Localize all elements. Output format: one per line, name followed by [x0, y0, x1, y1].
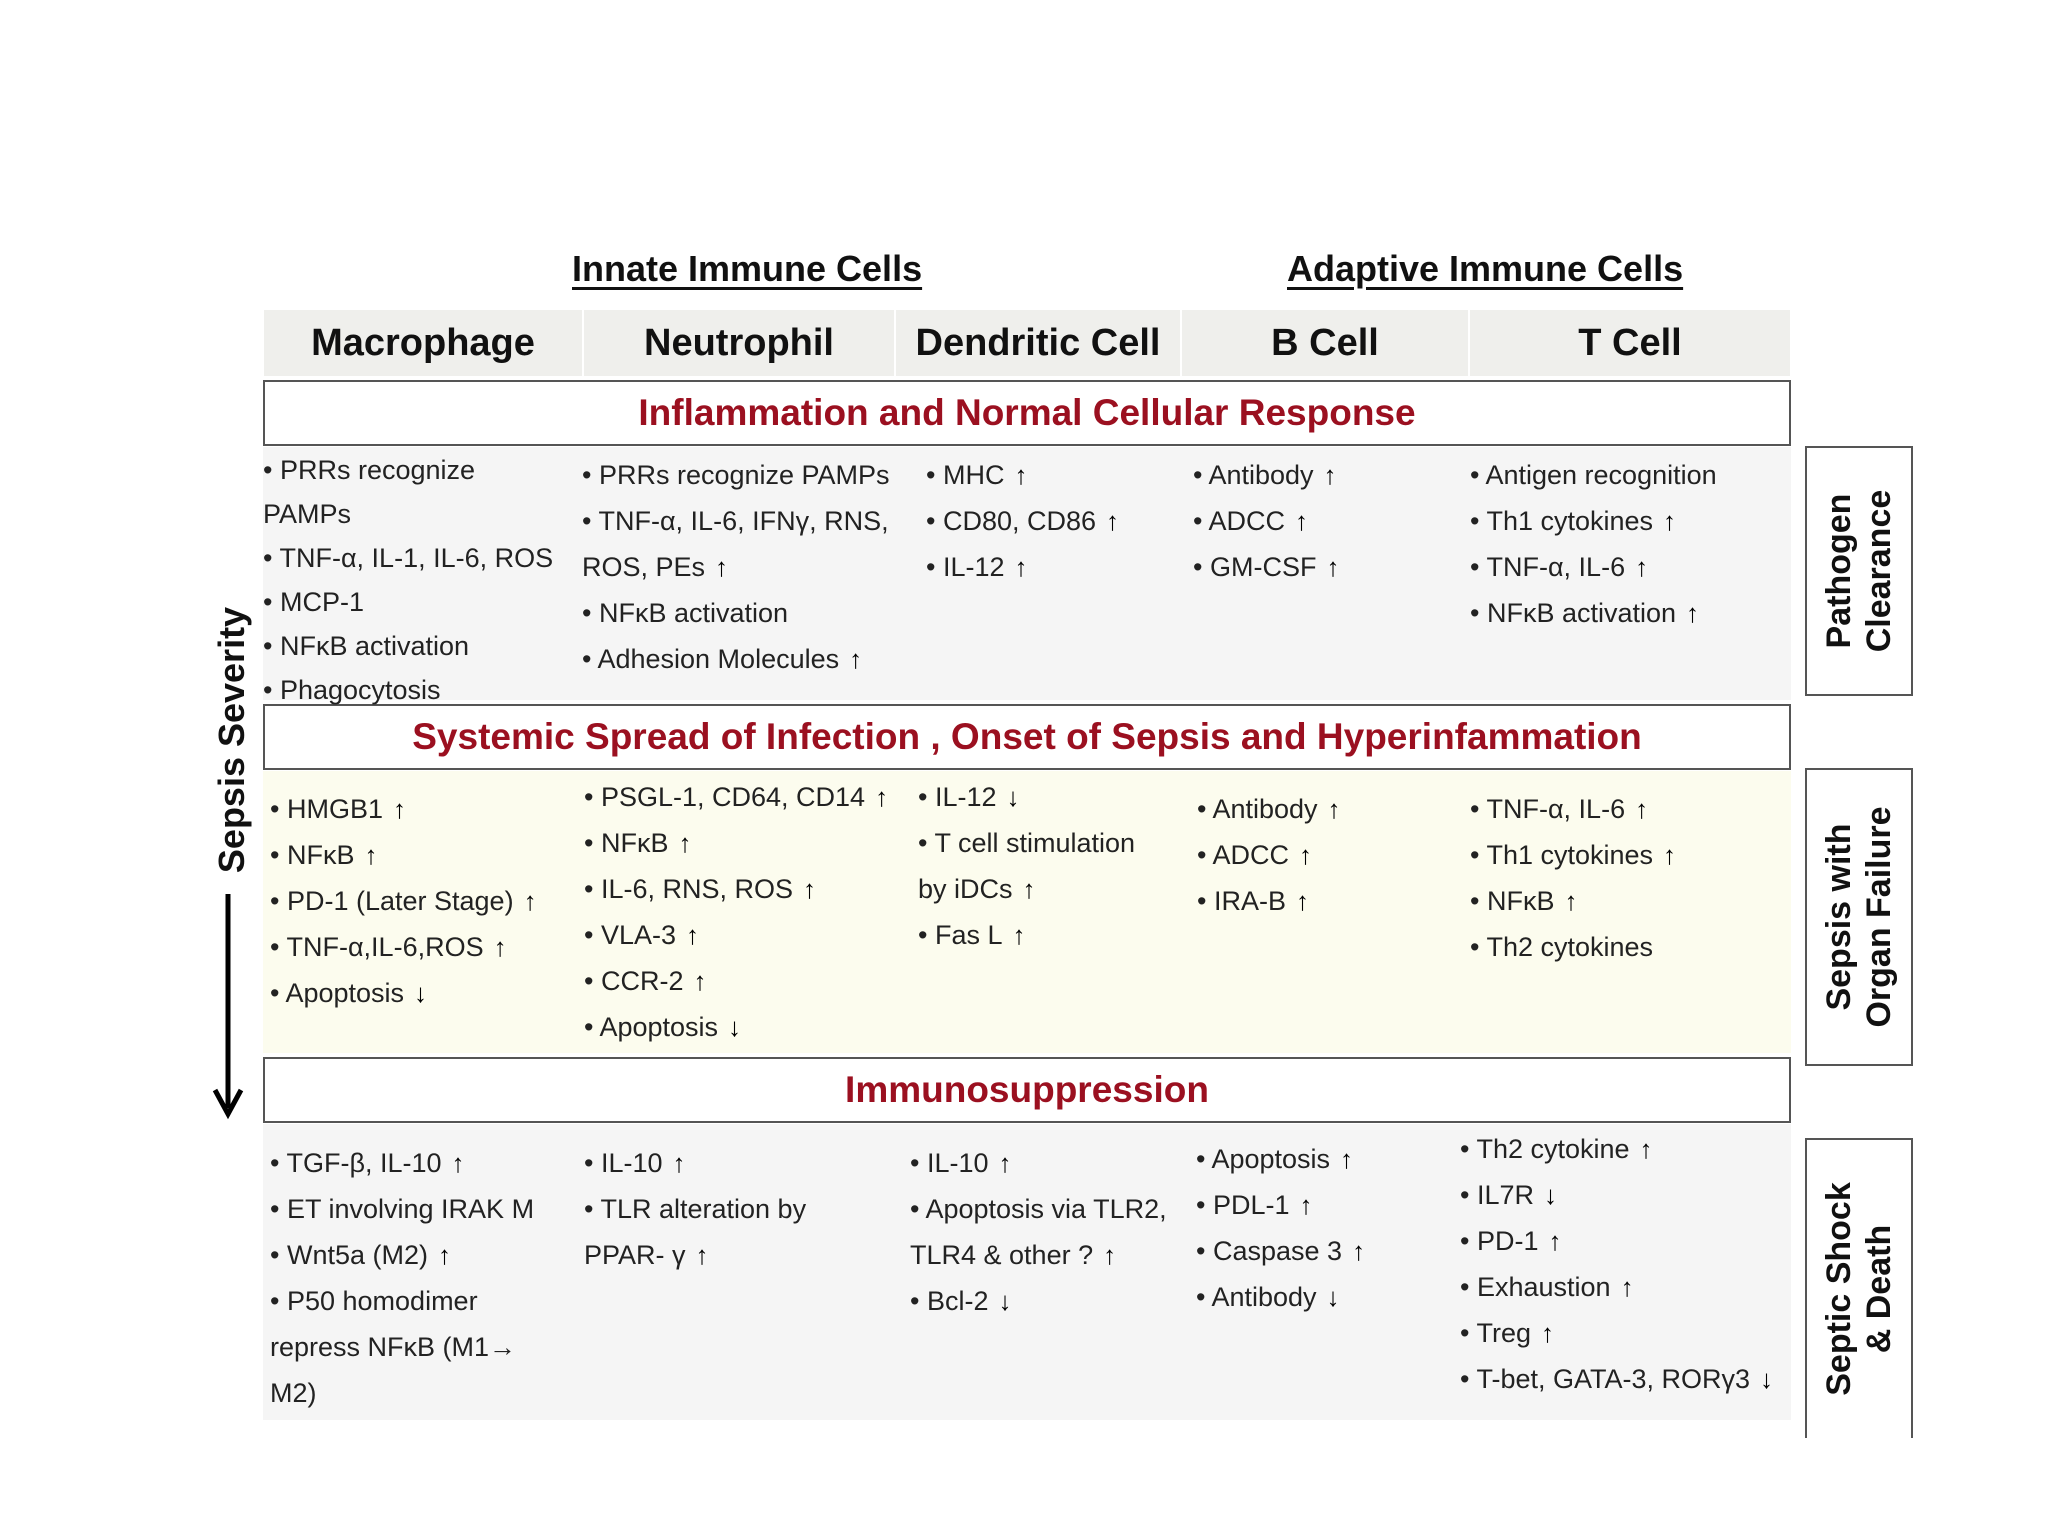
- bullet-text: NFκB activation: [279, 631, 470, 661]
- bullet-item: [270, 1186, 582, 1232]
- bullet-text: NFκB: [286, 840, 355, 870]
- arrow-up-icon: ↑: [1106, 506, 1120, 536]
- bullet-text: Th2 cytokines: [1486, 932, 1654, 962]
- cell-sepsis-t-cell: [1470, 786, 1790, 970]
- bullet-item: [263, 536, 581, 580]
- bullet-item: [1470, 924, 1790, 970]
- bullet-text: Apoptosis: [1211, 1144, 1331, 1174]
- bullet-text: TLR alteration by PPAR- γ: [584, 1194, 807, 1270]
- bullet-item: [1460, 1218, 1790, 1264]
- bullet-text: Antigen recognition: [1485, 460, 1717, 490]
- cell-inflammation-b-cell: [1193, 452, 1463, 590]
- bullet-text: IL-10: [926, 1148, 989, 1178]
- cell-immunosuppression-b-cell: [1196, 1136, 1466, 1320]
- arrow-up-icon: ↑: [364, 840, 378, 870]
- side-label-sepsis-organ-failure-text: Sepsis with Organ Failure: [1820, 806, 1898, 1028]
- bullet-item: [1193, 452, 1463, 498]
- bullet-item: [1460, 1126, 1790, 1172]
- cell-immunosuppression-t-cell: [1460, 1126, 1790, 1402]
- bullet-item: [270, 970, 582, 1016]
- bullet-item: [926, 498, 1176, 544]
- bullet-text: Antibody: [1211, 1282, 1317, 1312]
- bullet-text: PSGL-1, CD64, CD14: [600, 782, 866, 812]
- cell-immunosuppression-neutrophil: [584, 1140, 904, 1278]
- arrow-up-icon: ↑: [1686, 598, 1700, 628]
- adaptive-immune-cells-heading: Adaptive Immune Cells: [1287, 248, 1684, 289]
- arrow-up-icon: ↑: [523, 886, 537, 916]
- bullet-text: GM-CSF: [1209, 552, 1317, 582]
- arrow-up-icon: ↑: [1298, 840, 1312, 870]
- bullet-item: [582, 636, 902, 682]
- bullet-text: IL-10: [600, 1148, 663, 1178]
- arrow-up-icon: ↑: [1294, 506, 1308, 536]
- bullet-item: [1470, 590, 1790, 636]
- bullet-item: [918, 912, 1180, 958]
- arrow-up-icon: ↑: [1540, 1318, 1554, 1348]
- side-label-pathogen-clearance: [1805, 446, 1913, 696]
- bullet-text: T cell stimulation by iDCs: [918, 828, 1136, 904]
- arrow-up-icon: ↑: [686, 920, 700, 950]
- arrow-down-icon: ↓: [1760, 1364, 1774, 1394]
- bullet-text: TNF-α,IL-6,ROS: [286, 932, 484, 962]
- bullet-text: TGF-β, IL-10: [286, 1148, 442, 1178]
- bullet-text: PRRs recognize PAMPs: [598, 460, 890, 490]
- cell-inflammation-macrophage: [263, 448, 581, 712]
- arrow-down-icon: ↓: [728, 1012, 742, 1042]
- bullet-item: [1470, 832, 1790, 878]
- bullet-text: MHC: [942, 460, 1005, 490]
- side-label-septic-shock-death-text: Septic Shock & Death: [1820, 1182, 1898, 1396]
- bullet-item: [1460, 1356, 1790, 1402]
- bullet-text: IL-6, RNS, ROS: [600, 874, 794, 904]
- bullet-text: IRA-B: [1213, 886, 1286, 916]
- bullet-text: Th2 cytokine: [1476, 1134, 1630, 1164]
- bullet-text: Wnt5a (M2): [286, 1240, 428, 1270]
- arrow-down-icon: ↓: [1544, 1180, 1558, 1210]
- bullet-item: [1193, 498, 1463, 544]
- bullet-text: NFκB activation: [1486, 598, 1677, 628]
- arrow-up-icon: ↑: [715, 552, 729, 582]
- cell-inflammation-dendritic: [926, 452, 1176, 590]
- bullet-item: [584, 912, 904, 958]
- bullet-item: [270, 1232, 582, 1278]
- arrow-up-icon: ↑: [1012, 920, 1026, 950]
- arrow-up-icon: ↑: [693, 966, 707, 996]
- bullet-item: [1460, 1172, 1790, 1218]
- arrow-up-icon: ↑: [1639, 1134, 1653, 1164]
- bullet-text: Adhesion Molecules: [597, 644, 840, 674]
- arrow-up-icon: ↑: [1326, 552, 1340, 582]
- bullet-item: [1193, 544, 1463, 590]
- arrow-up-icon: ↑: [1103, 1240, 1117, 1270]
- bullet-text: CCR-2: [600, 966, 684, 996]
- bullet-item: [582, 590, 902, 636]
- arrow-up-icon: ↑: [875, 782, 889, 812]
- arrow-up-icon: ↑: [678, 828, 692, 858]
- bullet-text: TNF-α, IL-6, IFNγ, RNS, ROS, PEs: [582, 506, 889, 582]
- bullet-item: [918, 820, 1180, 912]
- arrow-up-icon: ↑: [1340, 1144, 1354, 1174]
- bullet-text: NFκB activation: [598, 598, 789, 628]
- bullet-item: [1460, 1264, 1790, 1310]
- arrow-up-icon: ↑: [1327, 794, 1341, 824]
- severity-arrow: [212, 892, 252, 1132]
- bullet-item: [263, 668, 581, 712]
- cell-sepsis-b-cell: [1197, 786, 1467, 924]
- bullet-item: [270, 832, 582, 878]
- bullet-item: [584, 866, 904, 912]
- bullet-item: [918, 774, 1180, 820]
- arrow-down-icon: ↓: [414, 978, 428, 1008]
- bullet-item: [1196, 1228, 1466, 1274]
- bullet-item: [270, 1140, 582, 1186]
- arrow-up-icon: ↑: [998, 1148, 1012, 1178]
- bullet-item: [270, 878, 582, 924]
- bullet-text: Treg: [1476, 1318, 1531, 1348]
- stage-title-immunosuppression: Immunosuppression: [263, 1057, 1791, 1123]
- arrow-up-icon: ↑: [1663, 506, 1677, 536]
- bullet-text: Apoptosis via TLR2, TLR4 & other ?: [910, 1194, 1167, 1270]
- bullet-text: IL7R: [1476, 1180, 1535, 1210]
- bullet-text: Bcl-2: [926, 1286, 989, 1316]
- cell-sepsis-macrophage: [270, 786, 582, 1016]
- bullet-text: ADCC: [1212, 840, 1289, 870]
- cell-sepsis-neutrophil: [584, 774, 904, 1050]
- bullet-item: [270, 786, 582, 832]
- bullet-item: [1470, 786, 1790, 832]
- arrow-up-icon: ↑: [672, 1148, 686, 1178]
- bullet-text: ADCC: [1208, 506, 1285, 536]
- bullet-text: Antibody: [1208, 460, 1314, 490]
- bullet-text: Antibody: [1212, 794, 1318, 824]
- arrow-up-icon: ↑: [493, 932, 507, 962]
- bullet-item: [1197, 878, 1467, 924]
- bullet-item: [1470, 544, 1790, 590]
- bullet-text: Apoptosis: [285, 978, 405, 1008]
- bullet-text: IL-12: [942, 552, 1005, 582]
- arrow-up-icon: ↑: [1635, 552, 1649, 582]
- cell-inflammation-t-cell: [1470, 452, 1790, 636]
- cell-inflammation-neutrophil: [582, 452, 902, 682]
- bullet-item: [1196, 1136, 1466, 1182]
- bullet-text: PRRs recognize PAMPs: [263, 455, 476, 529]
- bullet-text: HMGB1: [286, 794, 383, 824]
- bullet-text: T-bet, GATA-3, RORγ3: [1476, 1364, 1751, 1394]
- arrow-up-icon: ↑: [1014, 552, 1028, 582]
- column-header-macrophage: Macrophage: [264, 310, 582, 376]
- bullet-text: Caspase 3: [1212, 1236, 1343, 1266]
- side-label-sepsis-organ-failure: [1805, 768, 1913, 1066]
- bullet-item: [926, 452, 1176, 498]
- column-header-dendritic-cell: Dendritic Cell: [896, 310, 1180, 376]
- bullet-item: [1470, 452, 1790, 498]
- bullet-item: [582, 498, 902, 590]
- arrow-down-icon: ↓: [998, 1286, 1012, 1316]
- arrow-up-icon: ↑: [1564, 886, 1578, 916]
- arrow-up-icon: ↑: [1295, 886, 1309, 916]
- bullet-item: [263, 624, 581, 668]
- bullet-text: CD80, CD86: [942, 506, 1097, 536]
- bullet-text: Phagocytosis: [279, 675, 441, 705]
- column-header-t-cell: T Cell: [1470, 310, 1790, 376]
- arrow-up-icon: ↑: [1663, 840, 1677, 870]
- arrow-up-icon: ↑: [1299, 1190, 1313, 1220]
- arrow-down-icon: ↓: [1326, 1282, 1340, 1312]
- innate-immune-cells-heading: Innate Immune Cells: [572, 248, 923, 289]
- bullet-text: MCP-1: [279, 587, 364, 617]
- bullet-text: Th1 cytokines: [1486, 506, 1654, 536]
- bullet-item: [584, 1186, 904, 1278]
- bullet-item: [584, 1004, 904, 1050]
- arrow-up-icon: ↑: [1548, 1226, 1562, 1256]
- bullet-text: NFκB: [600, 828, 669, 858]
- cell-immunosuppression-macrophage: [270, 1140, 582, 1416]
- bullet-item: [910, 1278, 1180, 1324]
- bullet-item: [270, 924, 582, 970]
- arrow-up-icon: ↑: [849, 644, 863, 674]
- arrow-up-icon: ↑: [1014, 460, 1028, 490]
- arrow-up-icon: ↑: [1635, 794, 1649, 824]
- bullet-text: IL-12: [934, 782, 997, 812]
- stage-title-inflammation: Inflammation and Normal Cellular Response: [263, 380, 1791, 446]
- column-header-neutrophil: Neutrophil: [584, 310, 894, 376]
- column-header-b-cell: B Cell: [1182, 310, 1468, 376]
- bullet-text: TNF-α, IL-6: [1486, 794, 1626, 824]
- bullet-item: [1470, 498, 1790, 544]
- bullet-item: [1196, 1182, 1466, 1228]
- bullet-item: [1460, 1310, 1790, 1356]
- bullet-text: VLA-3: [600, 920, 677, 950]
- bullet-item: [582, 452, 902, 498]
- arrow-up-icon: ↑: [1620, 1272, 1634, 1302]
- bullet-text: NFκB: [1486, 886, 1555, 916]
- bullet-text: ET involving IRAK M: [286, 1194, 535, 1224]
- side-label-septic-shock-death: [1805, 1138, 1913, 1438]
- bullet-text: PD-1: [1476, 1226, 1539, 1256]
- arrow-down-icon: ↓: [1006, 782, 1020, 812]
- bullet-text: Apoptosis: [599, 1012, 719, 1042]
- bullet-item: [584, 774, 904, 820]
- bullet-text: PD-1 (Later Stage): [286, 886, 514, 916]
- bullet-item: [584, 1140, 904, 1186]
- bullet-item: [584, 958, 904, 1004]
- cell-immunosuppression-dendritic: [910, 1140, 1180, 1324]
- arrow-up-icon: ↑: [695, 1240, 709, 1270]
- bullet-text: P50 homodimer repress NFκB (M1→ M2): [270, 1286, 517, 1408]
- bullet-item: [584, 820, 904, 866]
- bullet-item: [1470, 878, 1790, 924]
- arrow-up-icon: ↑: [1352, 1236, 1366, 1266]
- arrow-up-icon: ↑: [393, 794, 406, 824]
- side-label-pathogen-clearance-text: Pathogen Clearance: [1820, 489, 1898, 653]
- arrow-up-icon: ↑: [1323, 460, 1337, 490]
- bullet-text: Fas L: [934, 920, 1003, 950]
- bullet-text: TNF-α, IL-1, IL-6, ROS: [279, 543, 554, 573]
- arrow-up-icon: ↑: [803, 874, 817, 904]
- cell-sepsis-dendritic: [918, 774, 1180, 958]
- bullet-item: [1196, 1274, 1466, 1320]
- bullet-item: [1197, 832, 1467, 878]
- stage-title-systemic-spread: Systemic Spread of Infection , Onset of Sepsis and Hyperinfammation: [263, 704, 1791, 770]
- arrow-up-icon: ↑: [1022, 874, 1036, 904]
- bullet-item: [910, 1186, 1180, 1278]
- bullet-item: [1197, 786, 1467, 832]
- bullet-item: [263, 580, 581, 624]
- bullet-text: Th1 cytokines: [1486, 840, 1654, 870]
- sepsis-severity-label: Sepsis Severity: [211, 606, 252, 874]
- bullet-text: Exhaustion: [1476, 1272, 1611, 1302]
- bullet-text: TNF-α, IL-6: [1486, 552, 1626, 582]
- bullet-item: [263, 448, 581, 536]
- arrow-up-icon: ↑: [438, 1240, 451, 1270]
- bullet-item: [270, 1278, 582, 1416]
- arrow-up-icon: ↑: [451, 1148, 465, 1178]
- bullet-item: [926, 544, 1176, 590]
- bullet-text: PDL-1: [1212, 1190, 1290, 1220]
- bullet-item: [910, 1140, 1180, 1186]
